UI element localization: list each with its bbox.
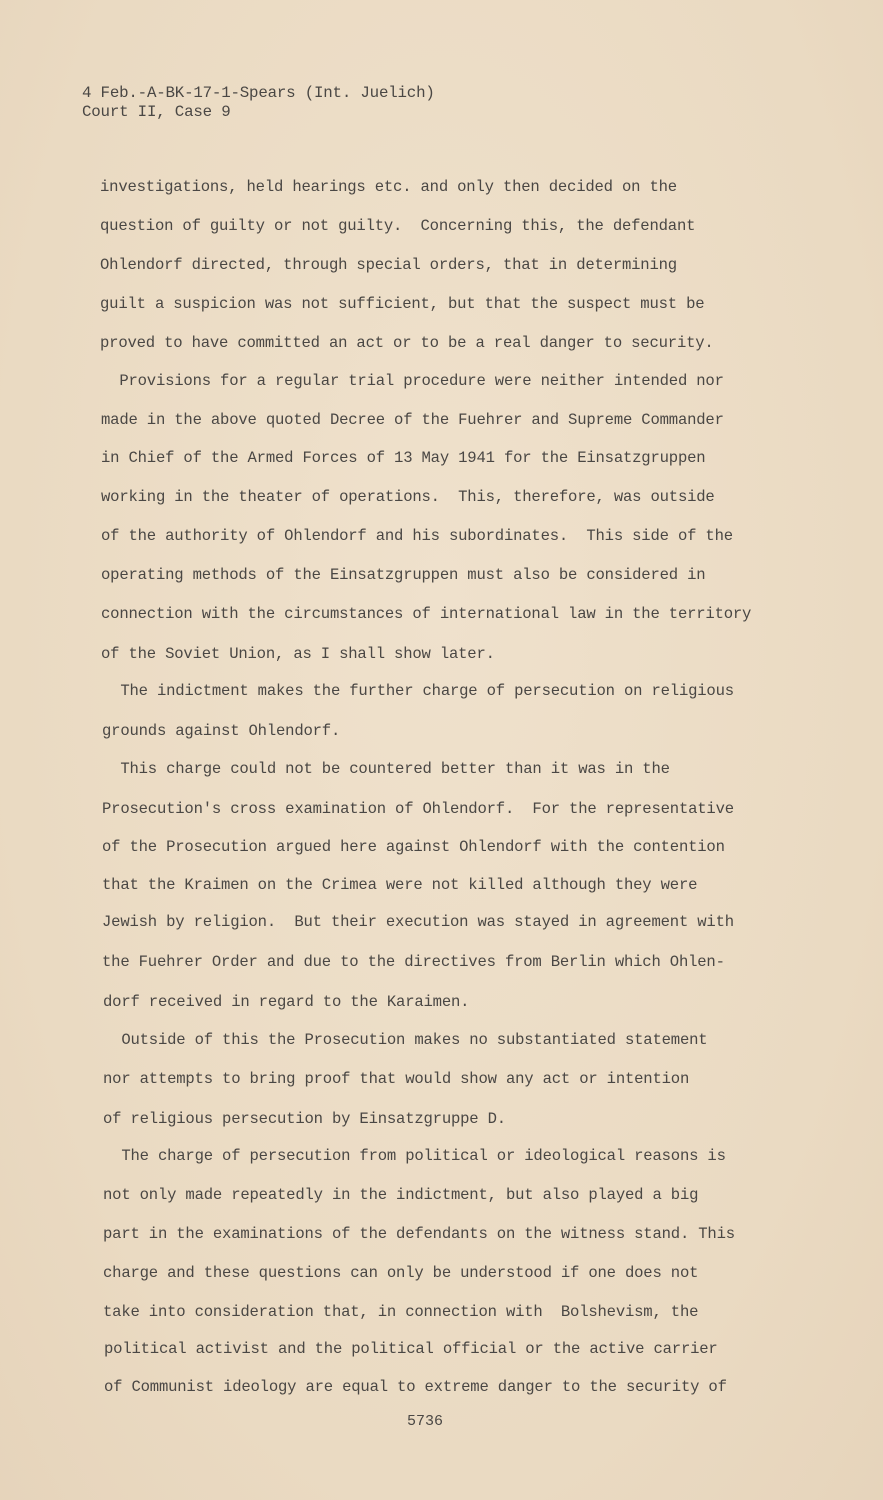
text-line: Outside of this the Prosecution makes no substantiated statement — [103, 1031, 708, 1049]
text-line: grounds against Ohlendorf. — [102, 722, 341, 740]
text-line: of the authority of Ohlendorf and his subordinates. This side of the — [101, 527, 733, 545]
text-line: part in the examinations of the defendants on the witness stand. This — [103, 1225, 735, 1243]
text-line: of religious persecution by Einsatzgruppe D. — [103, 1110, 506, 1128]
text-line: Prosecution's cross examination of Ohlendorf. For the representative — [102, 800, 734, 818]
text-line: of the Soviet Union, as I shall show later. — [101, 645, 495, 663]
text-line: question of guilty or not guilty. Concerning this, the defendant — [100, 217, 696, 235]
page-number: 5736 — [407, 1413, 444, 1430]
text-line: take into consideration that, in connection with Bolshevism, the — [103, 1303, 699, 1321]
text-line: political activist and the political official or the active carrier — [104, 1340, 718, 1358]
text-line: made in the above quoted Decree of the Fuehrer and Supreme Commander — [101, 411, 724, 429]
text-line: the Fuehrer Order and due to the directives from Berlin which Ohlen- — [102, 953, 725, 971]
text-line: The charge of persecution from political or ideological reasons is — [103, 1147, 726, 1165]
text-line: charge and these questions can only be understood if one does not — [103, 1264, 699, 1282]
header-reference: 4 Feb.-A-BK-17-1-Spears (Int. Juelich) — [82, 84, 435, 102]
text-line: not only made repeatedly in the indictment, but also played a big — [103, 1186, 699, 1204]
text-line: The indictment makes the further charge of persecution on religious — [102, 682, 734, 700]
text-line: of Communist ideology are equal to extreme danger to the security of — [104, 1378, 727, 1396]
text-line: that the Kraimen on the Crimea were not killed although they were — [102, 876, 698, 894]
text-line: Provisions for a regular trial procedure were neither intended nor — [101, 372, 724, 390]
text-line: nor attempts to bring proof that would show any act or intention — [103, 1070, 690, 1088]
text-line: This charge could not be countered better than it was in the — [102, 760, 670, 778]
text-line: operating methods of the Einsatzgruppen must also be considered in — [101, 566, 706, 584]
header-court-case: Court II, Case 9 — [82, 103, 231, 121]
text-line: Jewish by religion. But their execution was stayed in agreement with — [102, 913, 734, 931]
text-line: investigations, held hearings etc. and only then decided on the — [100, 178, 677, 196]
text-line: dorf received in regard to the Karaimen. — [103, 993, 470, 1011]
text-line: guilt a suspicion was not sufficient, but that the suspect must be — [100, 295, 705, 313]
text-line: working in the theater of operations. This, therefore, was outside — [101, 488, 715, 506]
text-line: of the Prosecution argued here against Ohlendorf with the contention — [102, 838, 725, 856]
text-line: connection with the circumstances of international law in the territory — [101, 605, 752, 623]
text-line: Ohlendorf directed, through special orders, that in determining — [100, 256, 677, 274]
text-line: in Chief of the Armed Forces of 13 May 1941 for the Einsatzgruppen — [101, 449, 706, 467]
text-line: proved to have committed an act or to be a real danger to security. — [100, 334, 714, 352]
